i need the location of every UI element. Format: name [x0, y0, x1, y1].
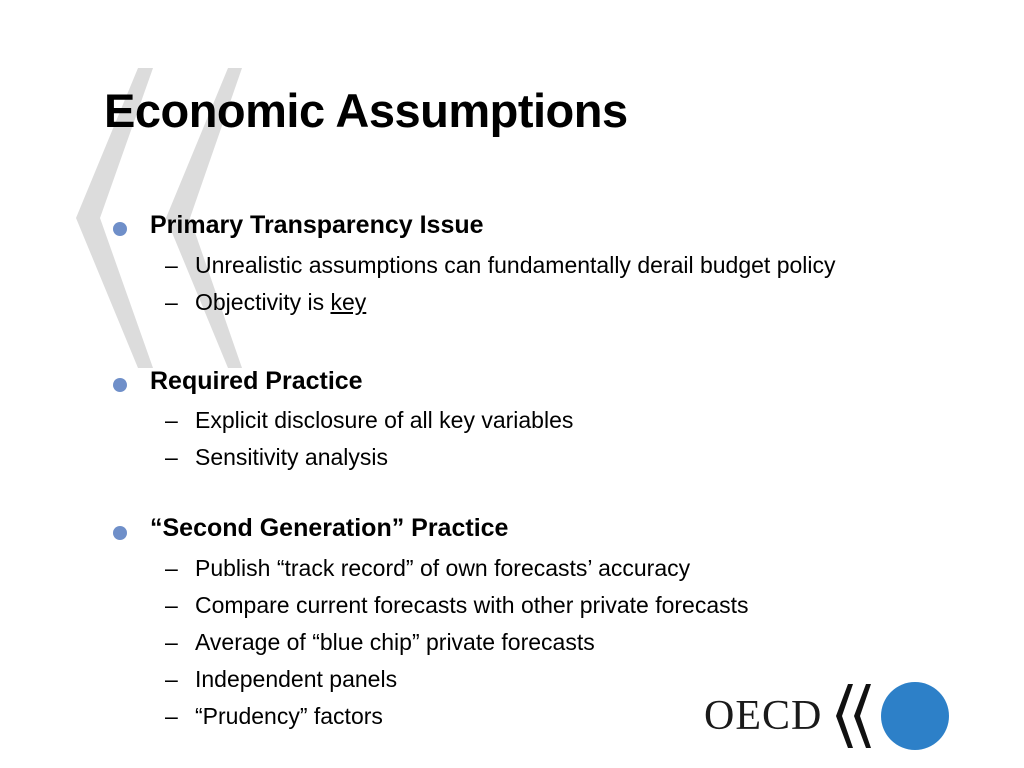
- dash-icon: –: [165, 703, 178, 729]
- list-item: Unrealistic assumptions can fundamentally derail budget policy: [195, 252, 836, 278]
- section-heading-required-practice: Required Practice: [150, 367, 363, 395]
- dash-icon: –: [165, 666, 178, 692]
- dash-icon: –: [165, 629, 178, 655]
- list-item: Sensitivity analysis: [195, 444, 389, 470]
- list-item: Compare current forecasts with other private forecasts: [195, 592, 749, 618]
- slide-title: Economic Assumptions: [104, 84, 628, 137]
- emphasis-text: key: [330, 289, 367, 315]
- bullet-icon: [113, 526, 127, 540]
- oecd-globe-icon: [881, 682, 949, 750]
- list-item: [195, 288, 366, 316]
- bullet-icon: [113, 378, 127, 392]
- double-chevron-quote-icon: [834, 684, 874, 748]
- list-item: “Prudency” factors: [195, 703, 383, 729]
- section-heading-second-generation: “Second Generation” Practice: [150, 514, 509, 542]
- dash-icon: –: [165, 252, 178, 278]
- dash-icon: –: [165, 555, 178, 581]
- dash-icon: –: [165, 407, 178, 433]
- list-item-text: Objectivity is: [195, 289, 331, 315]
- dash-icon: –: [165, 289, 178, 315]
- oecd-logo: [704, 680, 950, 752]
- list-item: Average of “blue chip” private forecasts: [195, 629, 595, 655]
- section-heading-primary-transparency: Primary Transparency Issue: [150, 211, 484, 239]
- list-item: Independent panels: [195, 666, 398, 692]
- list-item: Explicit disclosure of all key variables: [195, 407, 574, 433]
- bullet-icon: [113, 222, 127, 236]
- oecd-logo-text: OECD: [704, 693, 823, 739]
- dash-icon: –: [165, 592, 178, 618]
- dash-icon: –: [165, 444, 178, 470]
- list-item: Publish “track record” of own forecasts’ accuracy: [195, 555, 691, 581]
